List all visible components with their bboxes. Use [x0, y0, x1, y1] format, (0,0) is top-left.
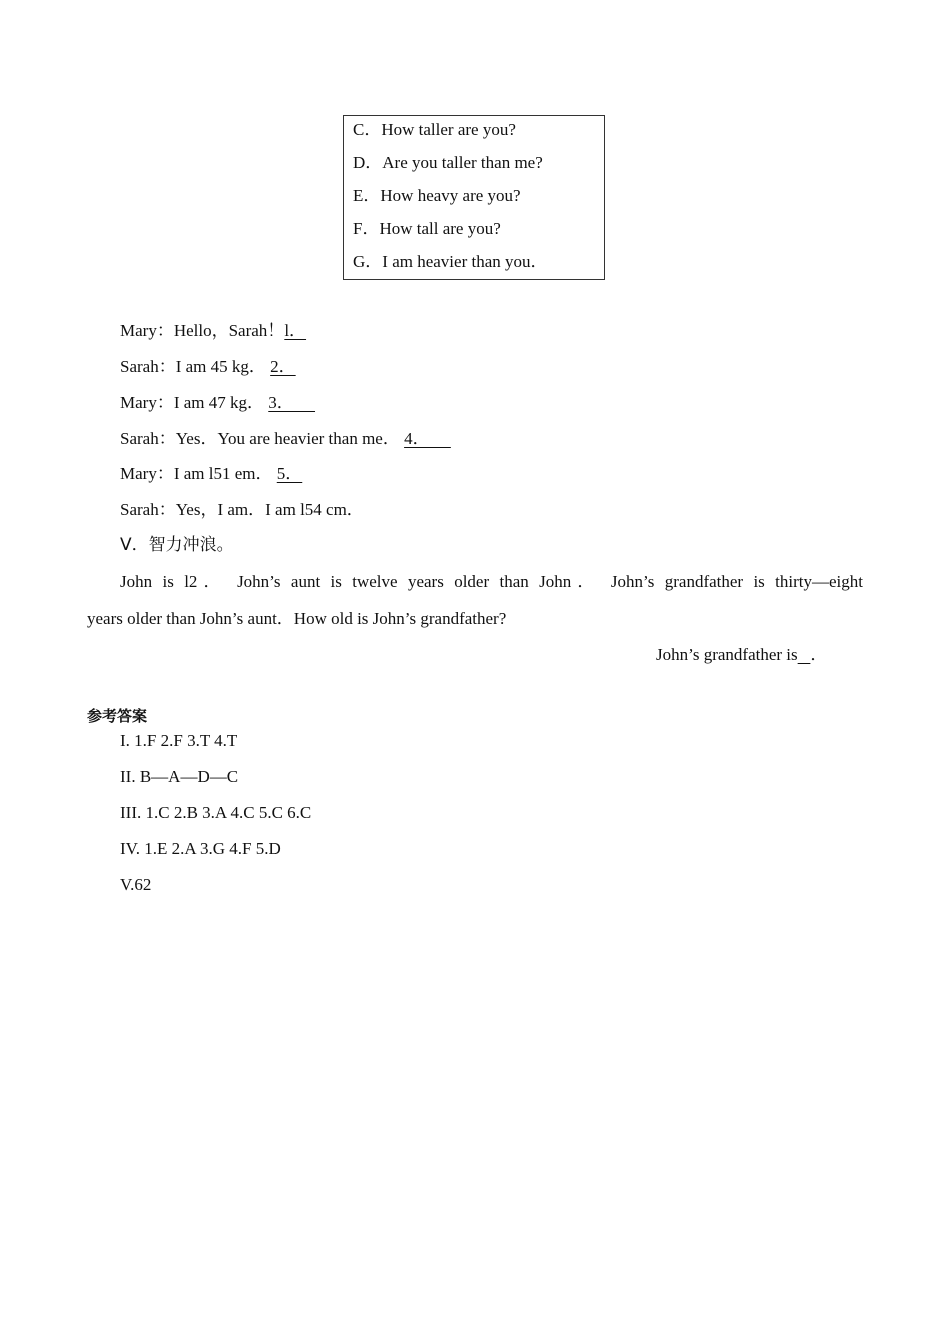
speaker: Mary：	[120, 321, 174, 340]
dialogue-line	[120, 320, 306, 342]
option-f: F．How tall are you?	[353, 219, 501, 238]
answer-item: IV. 1.E 2.A 3.G 4.F 5.D	[120, 839, 281, 858]
paragraph-line: John is l2． John’s aunt is twelve years older than John． John’s grandfather is thirty—eight	[120, 572, 863, 591]
answer-item: I. 1.F 2.F 3.T 4.T	[120, 731, 238, 750]
option-d: D．Are you taller than me?	[353, 153, 543, 172]
speaker: Mary：	[120, 393, 174, 412]
options-box	[343, 115, 605, 280]
answer-blank: 4．	[404, 429, 451, 448]
section-title: V．智力冲浪。	[120, 535, 234, 555]
speaker: Sarah：	[120, 357, 176, 376]
option-g: G．I am heavier than you．	[353, 252, 548, 271]
answer-suffix: ．	[810, 645, 828, 664]
answer-line	[656, 644, 827, 666]
paragraph-line: years older than John’s aunt．How old is John’s grandfather?	[87, 609, 507, 628]
dialogue-text: I am 47 kg．	[173, 393, 265, 412]
dialogue-text: Yes．You are heavier than me．	[175, 429, 400, 448]
answer-blank	[798, 645, 811, 664]
speaker: Sarah：	[120, 429, 176, 448]
answer-blank: 5．	[276, 464, 303, 483]
answers-heading: 参考答案	[87, 707, 148, 725]
answer-item: II. B—A—D—C	[120, 767, 239, 786]
answer-prefix: John’s grandfather is	[656, 645, 798, 664]
dialogue-line	[120, 392, 315, 414]
answer-blank: 3．	[268, 393, 316, 412]
dialogue-line	[120, 428, 451, 450]
dialogue-line	[120, 463, 302, 485]
dialogue-text: I am l51 em．	[173, 464, 273, 483]
option-e: E．How heavy are you?	[353, 186, 521, 205]
answer-blank: l．	[284, 321, 307, 340]
dialogue-line	[120, 356, 296, 378]
answer-item: V.62	[120, 875, 152, 894]
dialogue-text: Hello，Sarah！	[173, 321, 285, 340]
speaker: Mary：	[120, 464, 174, 483]
speaker: Sarah：	[120, 500, 176, 519]
answer-item: III. 1.C 2.B 3.A 4.C 5.C 6.C	[120, 803, 312, 822]
option-c: C．How taller are you?	[353, 120, 516, 139]
answer-blank: 2．	[270, 357, 296, 376]
section-paragraph	[87, 563, 863, 637]
dialogue-text: Yes，I am．I am l54 cm．	[175, 500, 364, 519]
dialogue-text: I am 45 kg．	[175, 357, 266, 376]
dialogue-line	[120, 499, 364, 521]
